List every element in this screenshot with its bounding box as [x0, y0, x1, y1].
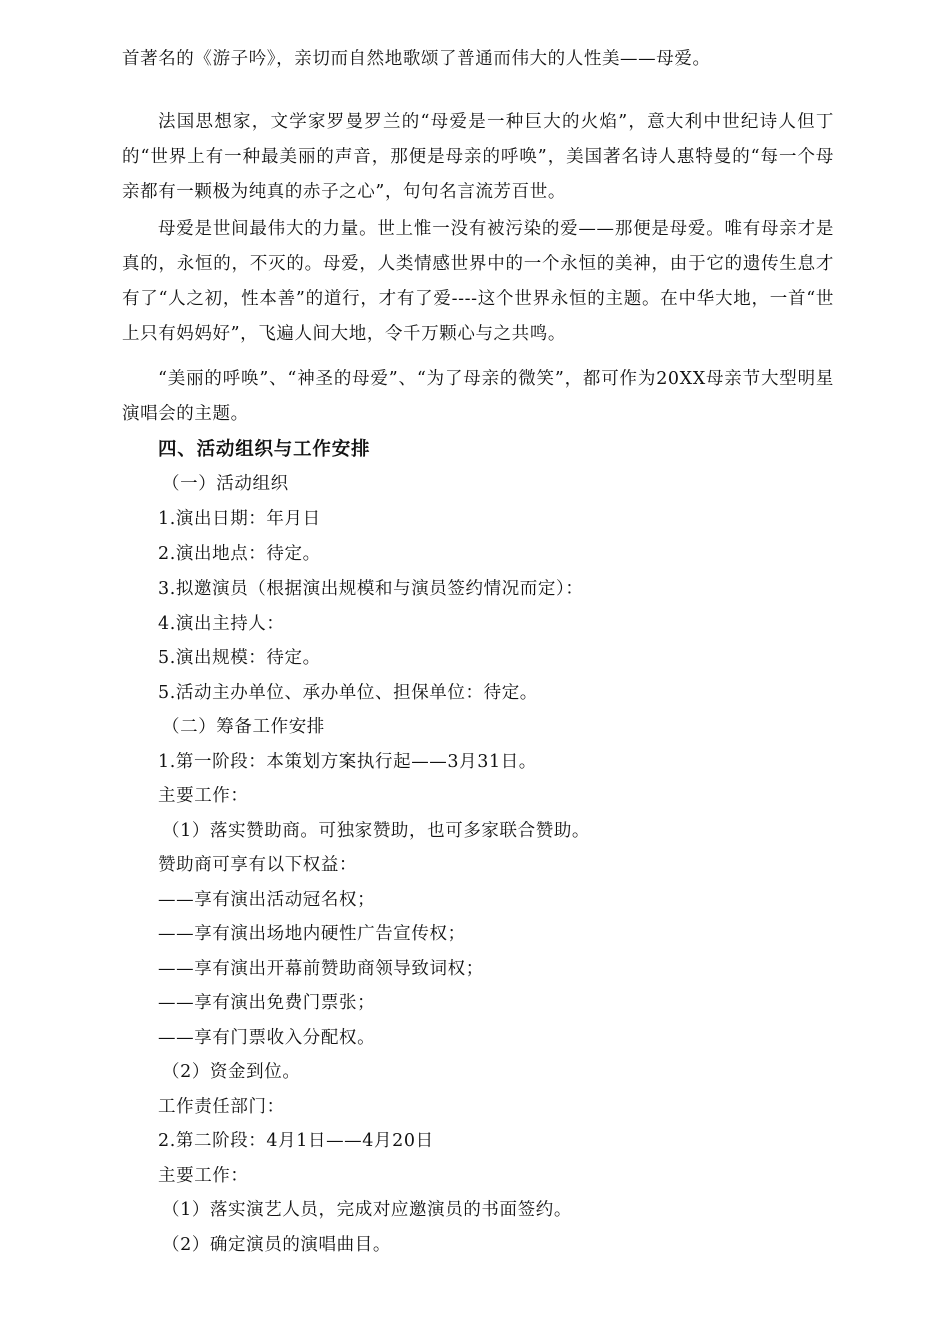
task-funding: （2）资金到位。	[162, 1062, 301, 1082]
sponsor-right-item: ——享有演出场地内硬性广告宣传权；	[158, 924, 466, 944]
sponsor-right-item: ——享有门票收入分配权。	[158, 1028, 376, 1048]
main-work-label: 主要工作：	[158, 1166, 249, 1186]
paragraph-famous-quotes: 法国思想家，文学家罗曼罗兰的“母爱是一种巨大的火焰”，意大利中世纪诗人但丁的“世界上有一种最美丽的声音，那便是母亲的呼唤”，美国著名诗人惠特曼的“每一个母亲都有一颗极为纯真的赤子之心”，句句名言流芳百世。	[122, 112, 834, 202]
task-song-list: （2）确定演员的演唱曲目。	[162, 1235, 391, 1255]
list-item-scale: 5.演出规模：待定。	[158, 648, 321, 668]
sponsor-right-item: ——享有演出免费门票张；	[158, 993, 376, 1013]
subsection-title-activity-org: （一）活动组织	[162, 474, 289, 494]
responsible-department: 工作责任部门：	[158, 1097, 285, 1117]
section-heading: 四、活动组织与工作安排	[158, 439, 371, 460]
paragraph-mother-love: 母爱是世间最伟大的力量。世上惟一没有被污染的爱——那便是母爱。唯有母亲才是真的，永恒的，不灭的。母爱，人类情感世界中的一个永恒的美神，由于它的遗传生息才有了“人之初，性本善”的道行，才有了爱----这个世界永恒的主题。在中华大地，一首“世上只有妈妈好”，飞遍人间大地，令千万颗心与之共鸣。	[122, 219, 834, 344]
sponsor-rights-intro: 赞助商可享有以下权益：	[158, 855, 358, 875]
subsection-title-preparation: （二）筹备工作安排	[162, 717, 325, 737]
sponsor-right-item: ——享有演出活动冠名权；	[158, 890, 376, 910]
task-sponsors: （1）落实赞助商。可独家赞助，也可多家联合赞助。	[162, 821, 591, 841]
list-item-performers: 3.拟邀演员（根据演出规模和与演员签约情况而定）：	[158, 579, 584, 599]
list-item-venue: 2.演出地点：待定。	[158, 544, 321, 564]
list-item-organizers: 5.活动主办单位、承办单位、担保单位：待定。	[158, 683, 538, 703]
phase-two: 2.第二阶段：4月1日——4月20日	[158, 1131, 434, 1151]
list-item-date: 1.演出日期：年月日	[158, 509, 321, 529]
sponsor-right-item: ——享有演出开幕前赞助商领导致词权；	[158, 959, 484, 979]
phase-one: 1.第一阶段：本策划方案执行起——3月31日。	[158, 752, 537, 772]
paragraph-theme-options: “美丽的呼唤”、“神圣的母爱”、“为了母亲的微笑”，都可作为20XX母亲节大型明星演唱会的主题。	[122, 369, 834, 424]
task-performers-contract: （1）落实演艺人员，完成对应邀演员的书面签约。	[162, 1200, 572, 1220]
paragraph-youziyin: 首著名的《游子吟》，亲切而自然地歌颂了普通而伟大的人性美——母爱。	[122, 49, 711, 69]
main-work-label: 主要工作：	[158, 786, 249, 806]
list-item-host: 4.演出主持人：	[158, 614, 285, 634]
